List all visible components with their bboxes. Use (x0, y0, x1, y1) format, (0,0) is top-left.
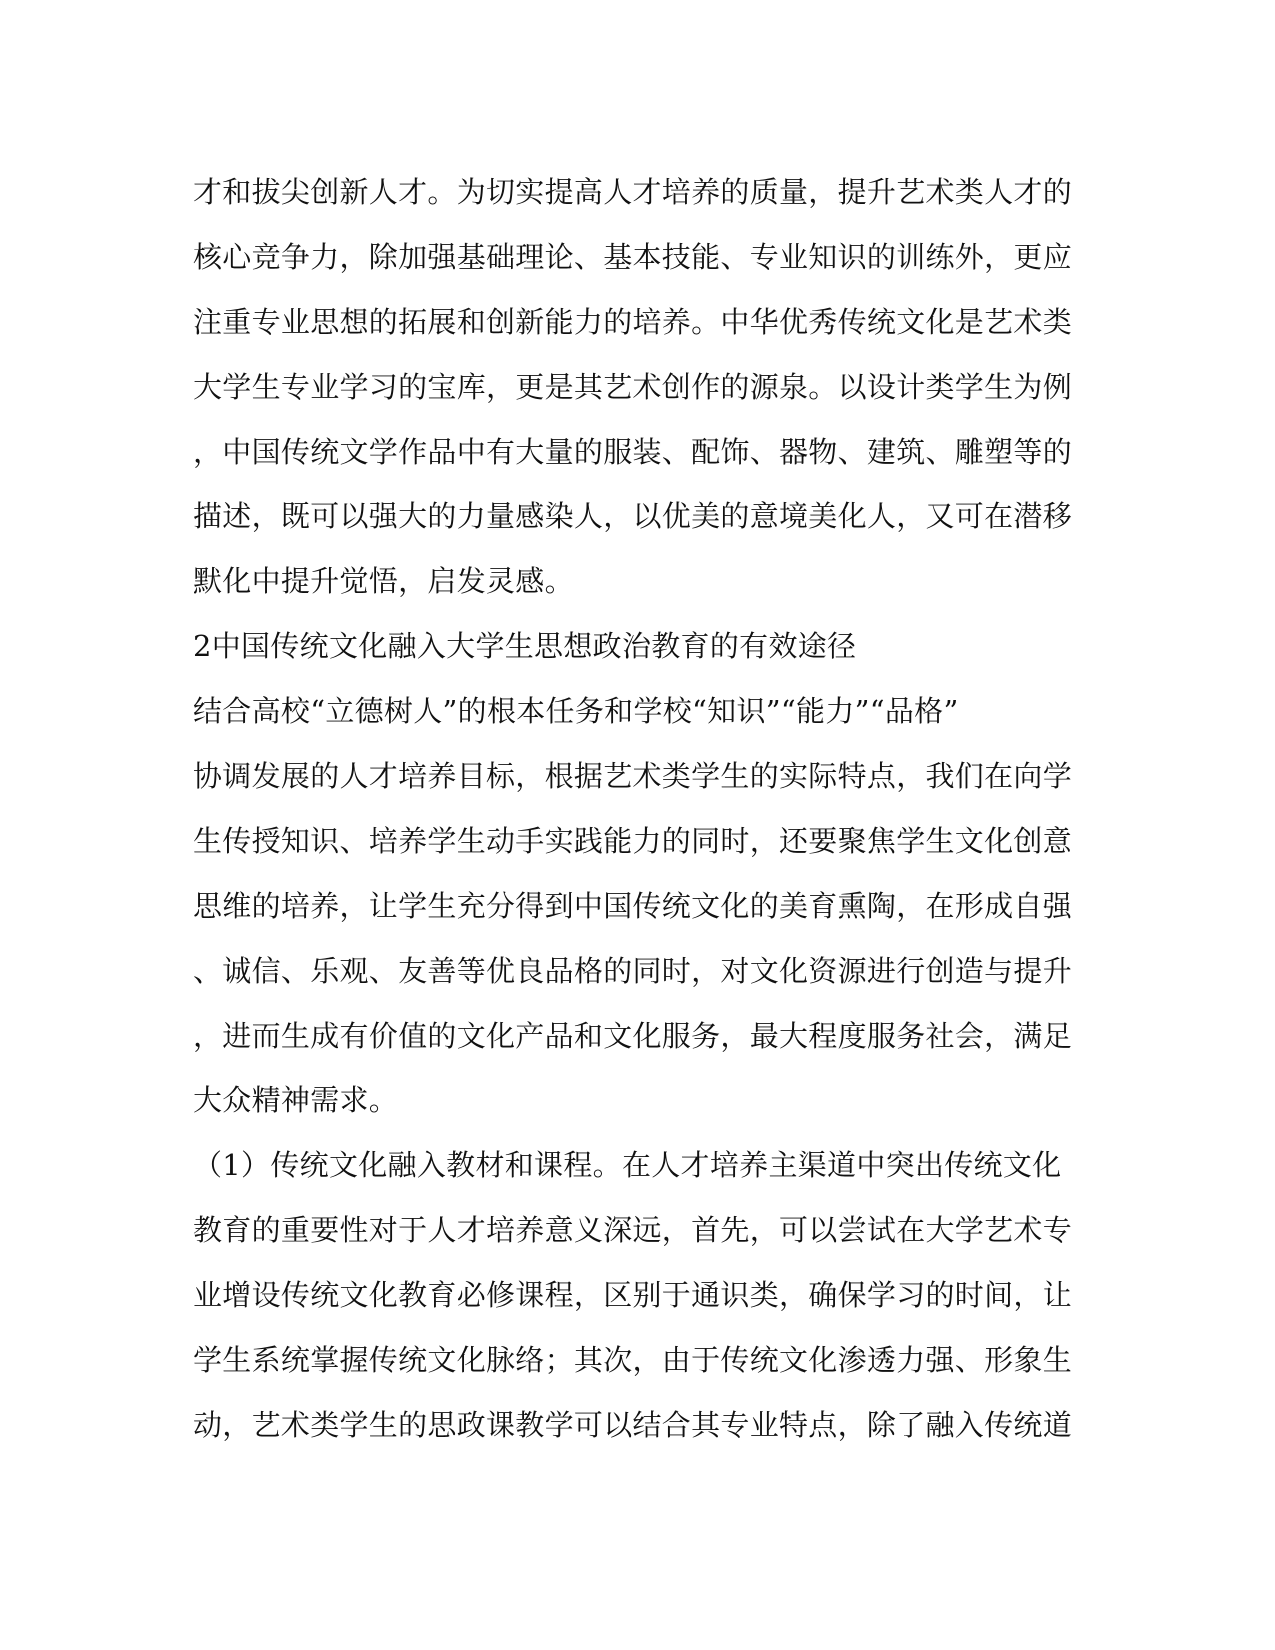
text-line: 教育的重要性对于人才培养意义深远，首先，可以尝试在大学艺术专 (193, 1213, 1073, 1248)
text-line: 大学生专业学习的宝库，更是其艺术创作的源泉。以设计类学生为例 (193, 369, 1073, 404)
text-line: 生传授知识、培养学生动手实践能力的同时，还要聚焦学生文化创意 (193, 823, 1073, 858)
text-line: （1）传统文化融入教材和课程。在人才培养主渠道中突出传统文化 (193, 1148, 1062, 1183)
text-line: ，中国传统文学作品中有大量的服装、配饰、器物、建筑、雕塑等的 (193, 434, 1073, 469)
text-line: ，进而生成有价值的文化产品和文化服务，最大程度服务社会，满足 (193, 1018, 1073, 1053)
text-line: 描述，既可以强大的力量感染人，以优美的意境美化人，又可在潜移 (193, 499, 1073, 534)
text-line: 核心竞争力，除加强基础理论、基本技能、专业知识的训练外，更应 (193, 239, 1073, 274)
text-line: 注重专业思想的拓展和创新能力的培养。中华优秀传统文化是艺术类 (193, 304, 1073, 339)
text-line: 业增设传统文化教育必修课程，区别于通识类，确保学习的时间，让 (193, 1278, 1073, 1313)
text-line: 思维的培养，让学生充分得到中国传统文化的美育熏陶，在形成自强 (193, 888, 1073, 923)
text-line: 协调发展的人才培养目标，根据艺术类学生的实际特点，我们在向学 (193, 759, 1073, 794)
text-line: 大众精神需求。 (193, 1083, 399, 1118)
body-text (193, 160, 1073, 1458)
text-line: 才和拔尖创新人才。为切实提高人才培养的质量，提升艺术类人才的 (193, 175, 1073, 209)
text-line: 学生系统掌握传统文化脉络；其次，由于传统文化渗透力强、形象生 (193, 1343, 1073, 1378)
text-line: 结合高校“立德树人”的根本任务和学校“知识”“能力”“品格” (193, 694, 959, 729)
text-line: 默化中提升觉悟，启发灵感。 (193, 564, 574, 599)
text-line: 、诚信、乐观、友善等优良品格的同时，对文化资源进行创造与提升 (193, 953, 1073, 988)
section-heading: 2中国传统文化融入大学生思想政治教育的有效途径 (193, 629, 857, 664)
text-line: 动，艺术类学生的思政课教学可以结合其专业特点，除了融入传统道 (193, 1407, 1073, 1442)
